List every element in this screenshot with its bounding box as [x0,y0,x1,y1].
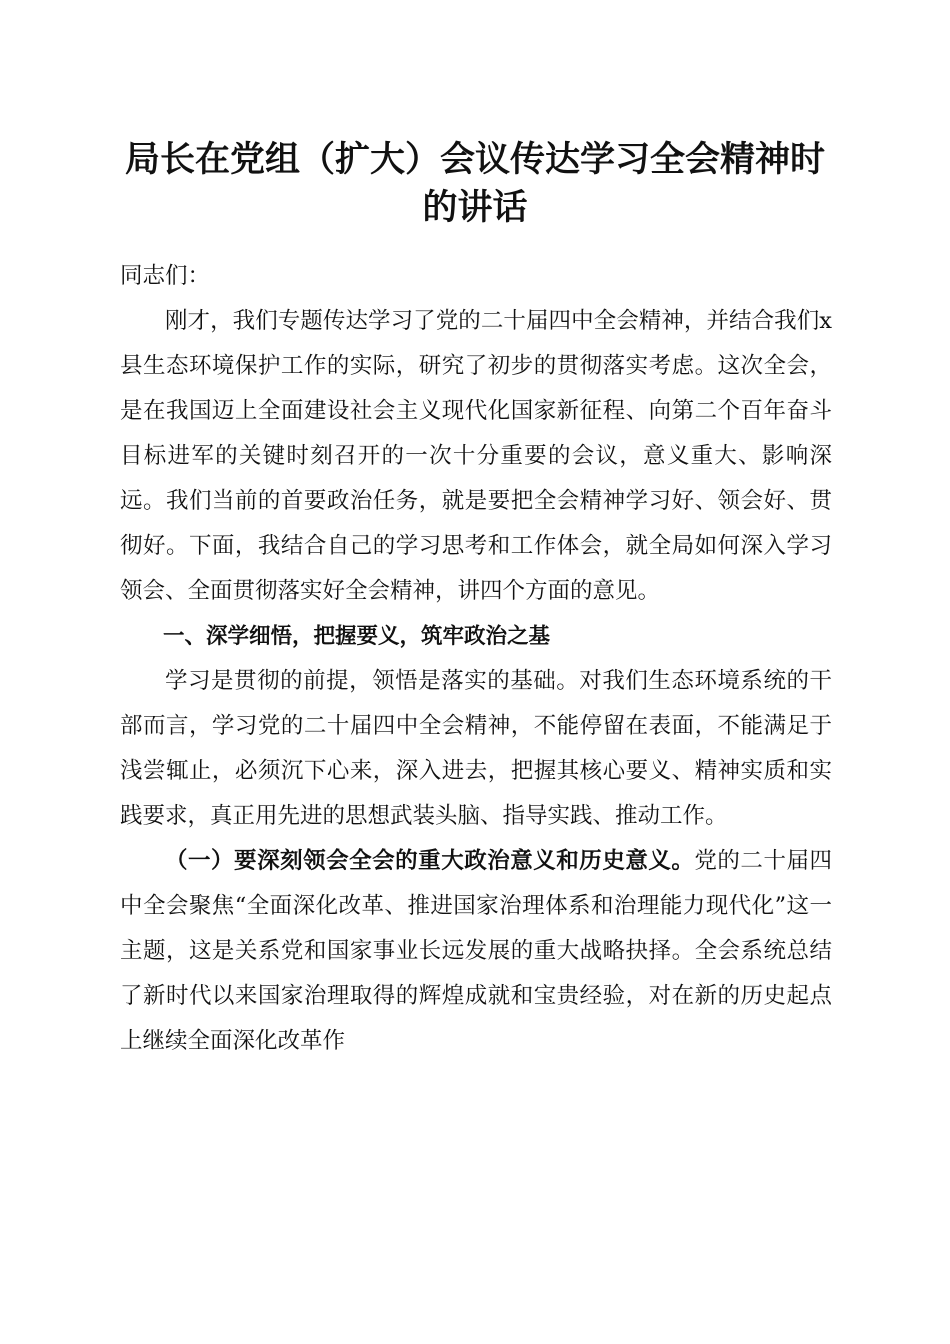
title-line-2: 的讲话 [422,187,528,228]
section-1-paragraph: 学习是贯彻的前提，领悟是落实的基础。对我们生态环境系统的干部而言，学习党的二十届四中全会精神，不能停留在表面，不能满足于浅尝辄止，必须沉下心来，深入进去，把握其核心要义、精神实质和实践要求，真正用先进的思想武装头脑、指导实践、推动工作。 [120,668,832,829]
section-1-heading: 一、深学细悟，把握要义，筑牢政治之基 [163,624,551,649]
document-title [100,136,850,232]
subsection-1-heading: （一）要深刻领会全会的重大政治意义和历史意义。 [165,848,695,874]
subsection-1-body: 党的二十届四中全会聚焦“全面深化改革、推进国家治理体系和治理能力现代化”这一主题，这是关系党和国家事业长远发展的重大战略抉择。全会系统总结了新时代以来国家治理取得的辉煌成就和宝贵经验，对在新的历史起点上继续全面深化改革作 [120,848,832,1054]
document-body [120,254,832,1064]
intro-paragraph: 刚才，我们专题传达学习了党的二十届四中全会精神，并结合我们x县生态环境保护工作的实际，研究了初步的贯彻落实考虑。这次全会，是在我国迈上全面建设社会主义现代化国家新征程、向第二个百年奋斗目标进军的关键时刻召开的一次十分重要的会议，意义重大、影响深远。我们当前的首要政治任务，就是要把全会精神学习好、领会好、贯彻好。下面，我结合自己的学习思考和工作体会，就全局如何深入学习领会、全面贯彻落实好全会精神，讲四个方面的意见。 [120,308,832,604]
subsection-1-paragraph [120,839,832,1064]
title-line-1: 局长在党组（扩大）会议传达学习全会精神时 [124,139,825,180]
greeting: 同志们： [120,263,211,289]
